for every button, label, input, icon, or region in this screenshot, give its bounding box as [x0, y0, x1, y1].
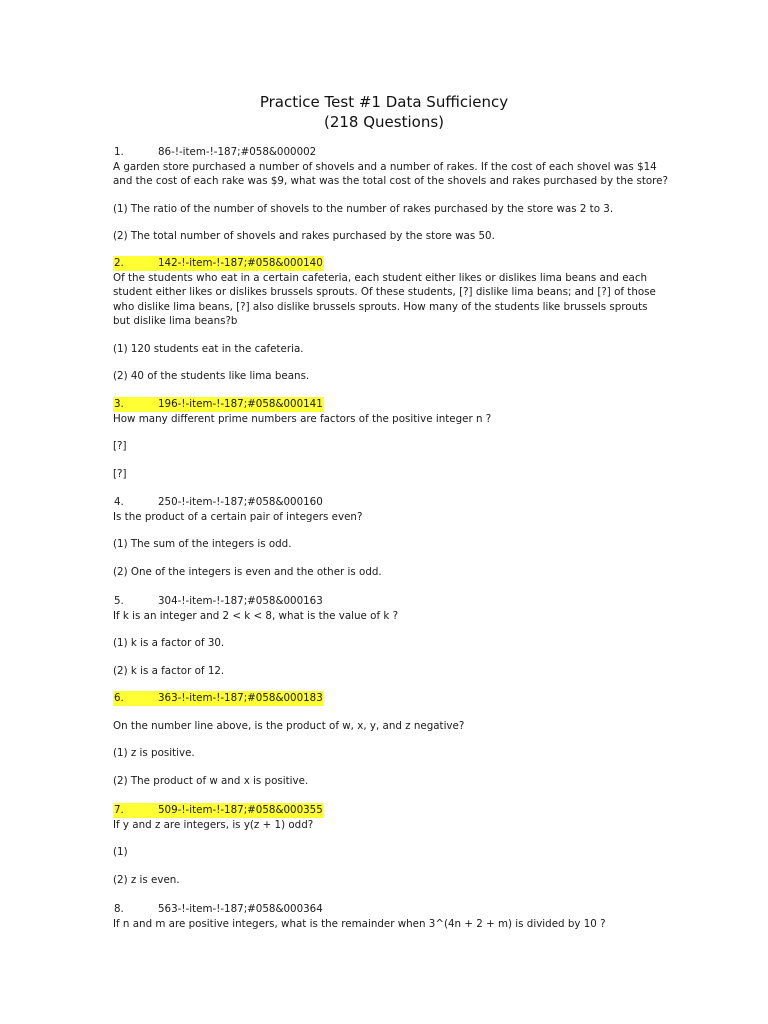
- question-5: [113, 594, 673, 678]
- question-id: 363-!-item-!-187;#058&000183: [158, 692, 323, 704]
- question-id: 250-!-item-!-187;#058&000160: [158, 496, 323, 508]
- question-number: 5.: [114, 595, 124, 607]
- statement-2: (2) One of the integers is even and the other is odd.: [113, 565, 382, 578]
- question-stem-line: who dislike lima beans, [?] also dislike brussels sprouts. How many of the students like brussels sprouts: [113, 300, 648, 313]
- question-3: [113, 397, 673, 481]
- question-header: [113, 803, 673, 818]
- question-id: 509-!-item-!-187;#058&000355: [158, 804, 323, 816]
- question-number: 8.: [114, 903, 124, 915]
- question-stem-line: If n and m are positive integers, what is the remainder when 3^(4n + 2 + m) is divided by 10 ?: [113, 917, 606, 930]
- question-number: 6.: [114, 692, 124, 704]
- statement-2: (2) The product of w and x is positive.: [113, 774, 309, 787]
- question-id: 142-!-item-!-187;#058&000140: [158, 257, 323, 269]
- statement-2: (2) z is even.: [113, 873, 180, 886]
- document-subtitle: (218 Questions): [323, 113, 444, 131]
- question-stem-line: Of the students who eat in a certain cafeteria, each student either likes or dislikes lima beans and each: [113, 271, 648, 284]
- document-title: Practice Test #1 Data Sufficiency: [259, 93, 509, 111]
- statement-1: (1): [113, 846, 128, 858]
- question-1: [113, 145, 673, 244]
- question-stem-line: A garden store purchased a number of shovels and a number of rakes. If the cost of each shovel was $14: [113, 160, 657, 173]
- question-header: [113, 145, 673, 160]
- question-id: 304-!-item-!-187;#058&000163: [158, 595, 323, 607]
- question-4: [113, 495, 673, 579]
- question-stem-line: and the cost of each rake was $9, what was the total cost of the shovels and rakes purchased by the store?: [113, 175, 668, 187]
- question-stem-line: but dislike lima beans?b: [113, 315, 238, 327]
- question-stem-line: On the number line above, is the product of w, x, y, and z negative?: [113, 719, 465, 732]
- question-7: [113, 803, 673, 887]
- question-id: 563-!-item-!-187;#058&000364: [158, 903, 323, 915]
- statement-2: (2) The total number of shovels and rakes purchased by the store was 50.: [113, 230, 495, 242]
- statement-1: (1) The ratio of the number of shovels to the number of rakes purchased by the store was 2 to 3.: [113, 202, 614, 215]
- statement-1: (1) The sum of the integers is odd.: [113, 538, 292, 550]
- question-id: 86-!-item-!-187;#058&000002: [158, 146, 317, 158]
- question-2: [113, 256, 673, 384]
- question-8: [113, 902, 673, 931]
- question-id: 196-!-item-!-187;#058&000141: [158, 398, 323, 410]
- question-number-id-label: [113, 145, 317, 160]
- question-number: 4.: [114, 496, 124, 508]
- question-number-id-label: [113, 397, 324, 412]
- question-number-id-label: [113, 803, 324, 818]
- question-number: 1.: [114, 146, 124, 158]
- question-number: 7.: [114, 804, 124, 816]
- question-number: 2.: [114, 257, 124, 269]
- statement-1: [?]: [113, 440, 127, 452]
- statement-2: (2) k is a factor of 12.: [113, 664, 225, 677]
- question-stem-line: Is the product of a certain pair of integers even?: [113, 510, 363, 523]
- question-stem-line: If k is an integer and 2 < k < 8, what is the value of k ?: [113, 609, 399, 622]
- question-6: [113, 691, 673, 788]
- statement-1: (1) 120 students eat in the cafeteria.: [113, 342, 304, 355]
- statement-2: (2) 40 of the students like lima beans.: [113, 370, 310, 382]
- question-number: 3.: [114, 398, 124, 410]
- question-stem-line: If y and z are integers, is y(z + 1) odd?: [113, 818, 314, 831]
- question-header: [113, 495, 673, 510]
- question-number-id-label: [113, 594, 324, 609]
- question-header: [113, 902, 673, 917]
- question-number-id-label: [113, 495, 324, 510]
- question-number-id-label: [113, 902, 324, 917]
- statement-1: (1) z is positive.: [113, 747, 195, 759]
- question-header: [113, 594, 673, 609]
- statement-2: [?]: [113, 467, 127, 480]
- question-header: [113, 256, 673, 271]
- question-header: [113, 397, 673, 412]
- question-header: [113, 691, 673, 706]
- question-number-id-label: [113, 256, 324, 271]
- question-number-id-label: [113, 691, 324, 706]
- question-stem-line: student either likes or dislikes brussels sprouts. Of these students, [?] dislike lima beans; and [?] of those: [113, 286, 656, 298]
- statement-1: (1) k is a factor of 30.: [113, 637, 225, 649]
- question-stem-line: How many different prime numbers are factors of the positive integer n ?: [113, 412, 492, 425]
